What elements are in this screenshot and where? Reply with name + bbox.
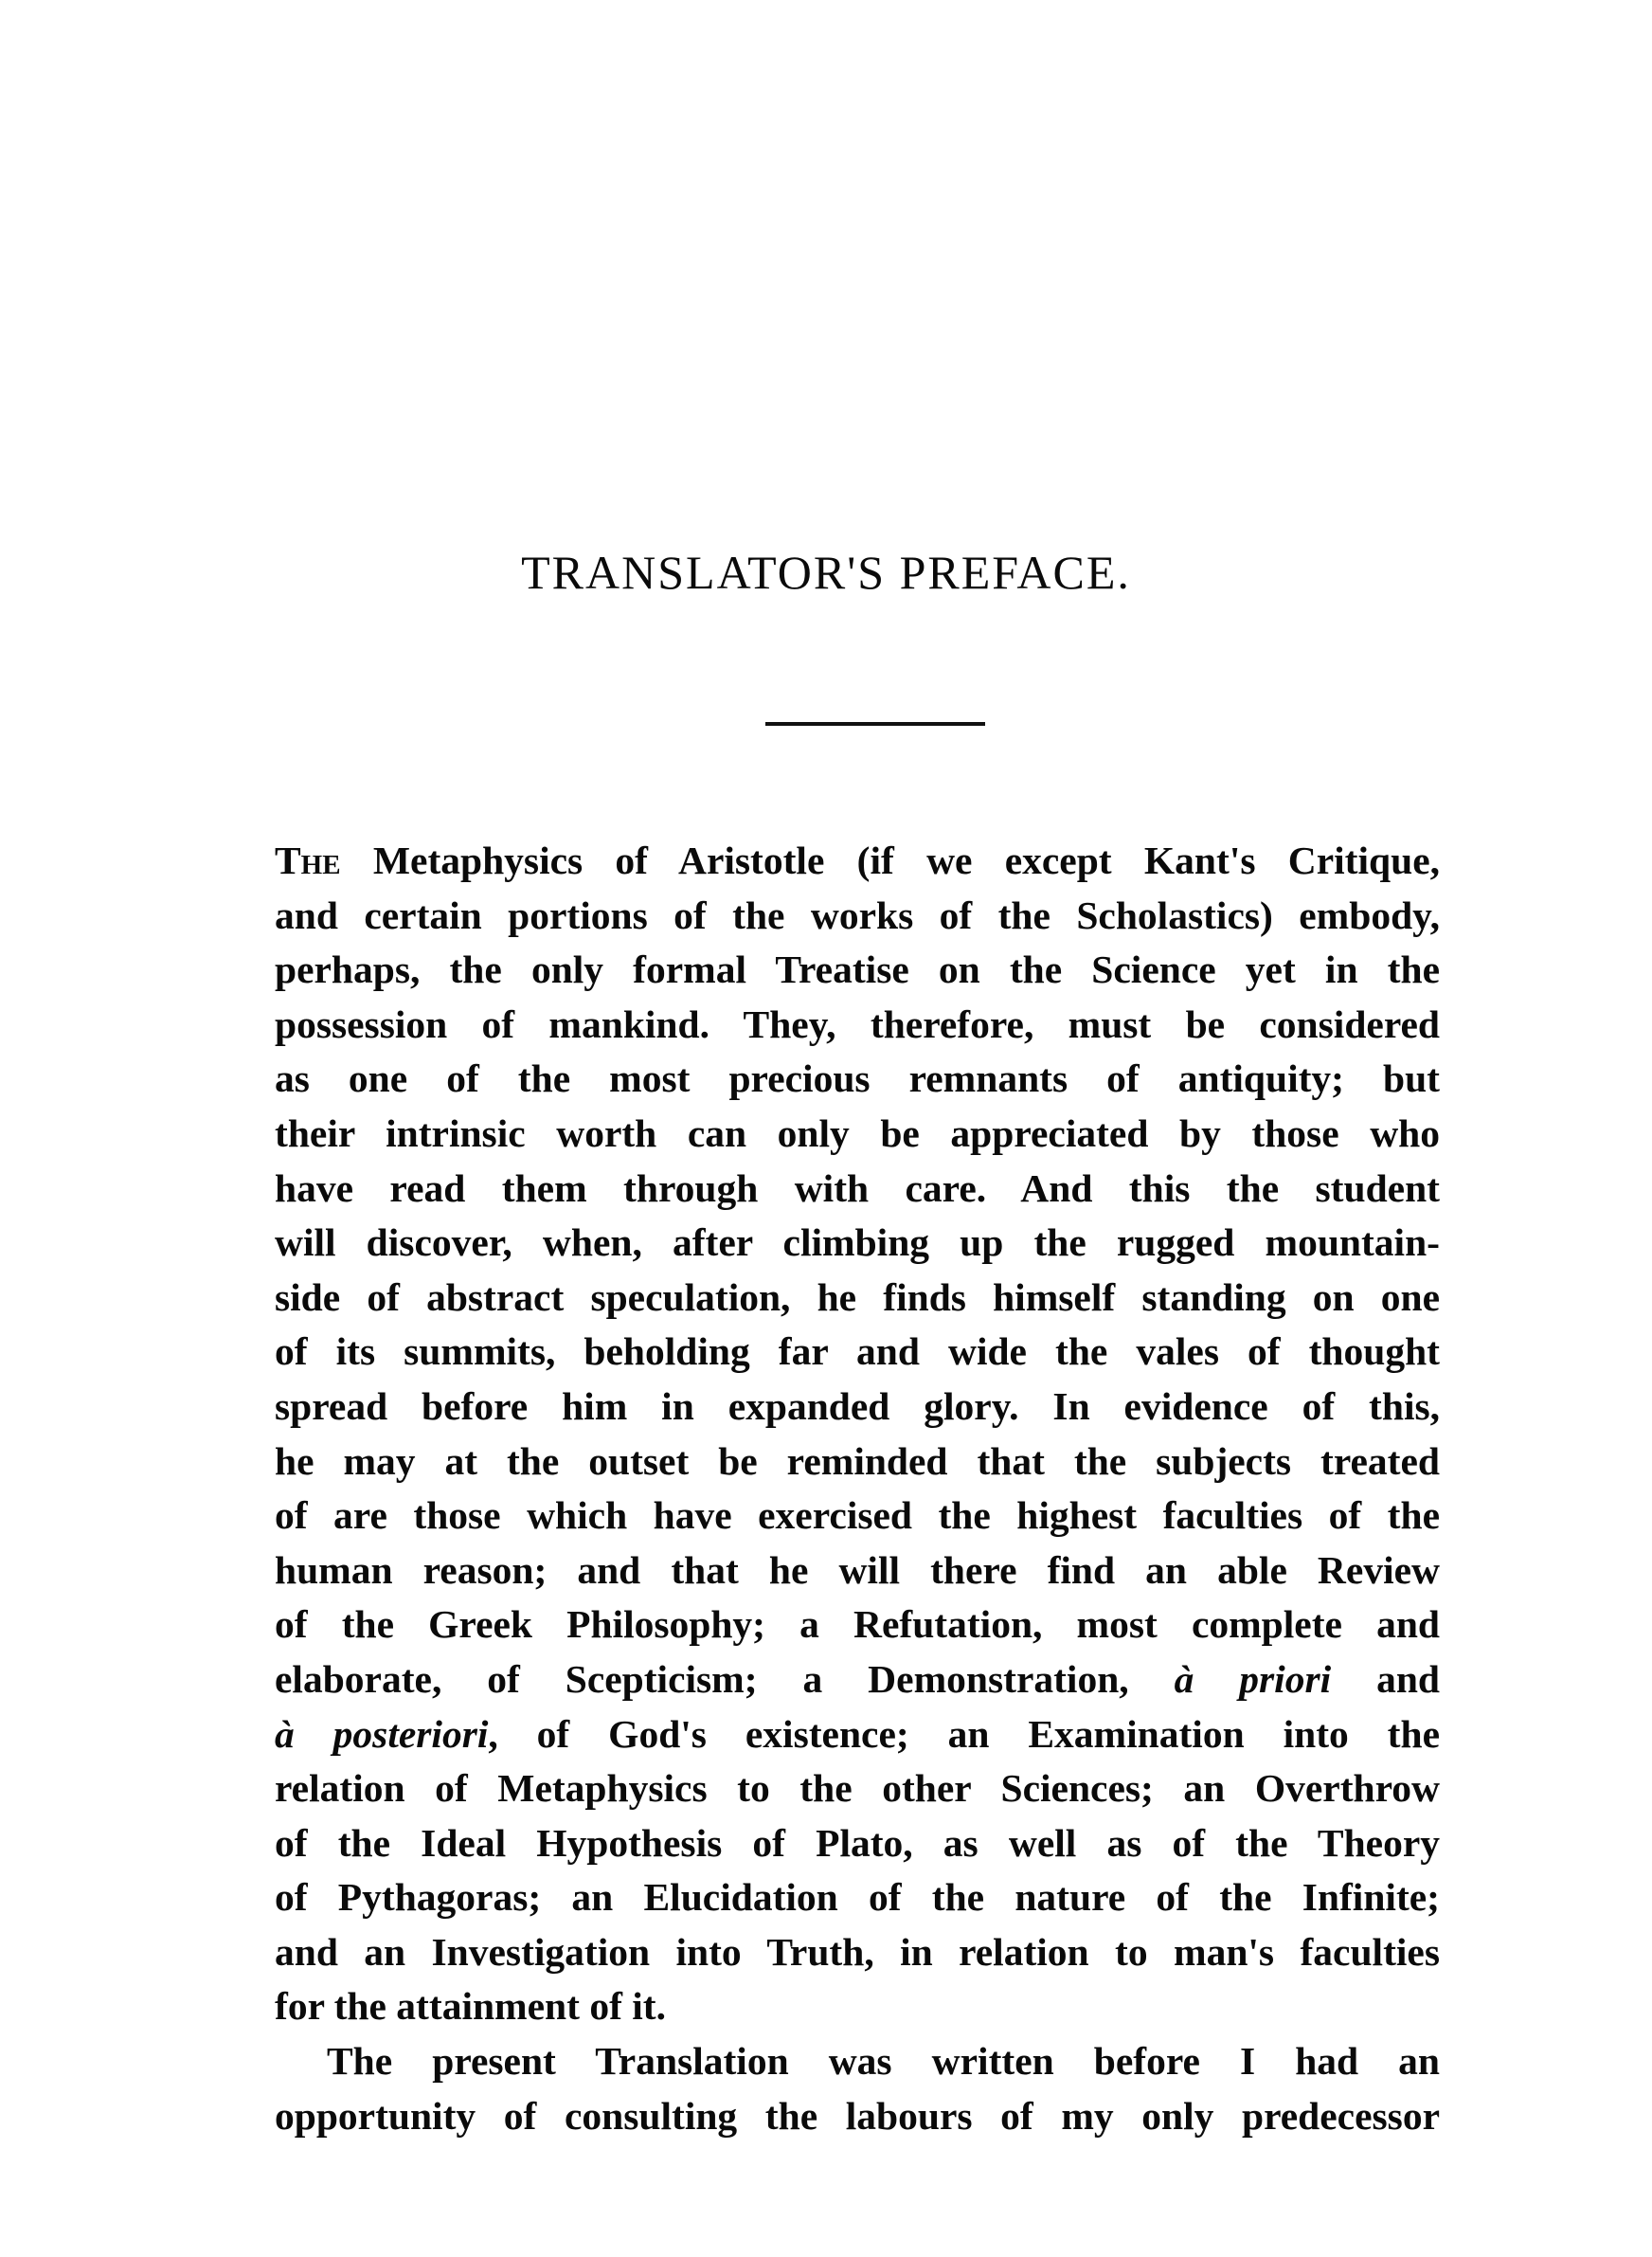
text-line: side of abstract speculation, he finds himself standing on one (275, 1274, 1440, 1319)
text-line: of are those which have exercised the highest faculties of the (275, 1493, 1440, 1538)
paragraph-1 (275, 834, 1440, 2034)
small-caps-lead: The (275, 839, 341, 882)
text-line: of the Greek Philosophy; a Refutation, most complete and (275, 1602, 1440, 1647)
text-line: he may at the outset be reminded that the subjects treated (275, 1438, 1440, 1483)
preface-body (275, 834, 1440, 2143)
text-line: relation of Metaphysics to the other Sciences; an Overthrow (275, 1766, 1440, 1811)
text-line: possession of mankind. They, therefore, must be considered (275, 1002, 1440, 1046)
italic-term: à priori (1174, 1656, 1332, 1701)
text-line: opportunity of consulting the labours of my only predecessor (275, 2093, 1440, 2138)
text-line: for the attainment of it. (275, 1984, 666, 2029)
text-line: The present Translation was written before I had an (327, 2039, 1440, 2084)
paragraph-2 (275, 2034, 1440, 2143)
text-line (275, 1707, 1440, 1762)
text-line: and an Investigation into Truth, in relation to man's faculties (275, 1929, 1440, 1974)
text-line: will discover, when, after climbing up the rugged mountain- (275, 1220, 1440, 1265)
line-text: and (1331, 1656, 1440, 1701)
line-text: elaborate, of Scepticism; a Demonstration, (275, 1656, 1175, 1701)
text-line: spread before him in expanded glory. In evidence of this, (275, 1383, 1440, 1428)
line-text: , of God's existence; an Examination into the (488, 1711, 1441, 1756)
line-text: Metaphysics of Aristotle (if we except Kant's Critique, (340, 839, 1440, 882)
text-line: human reason; and that he will there find an able Review (275, 1547, 1440, 1592)
page-title: TRANSLATOR'S PREFACE. (521, 546, 1131, 599)
text-line: as one of the most precious remnants of antiquity; but (275, 1056, 1440, 1101)
text-line: of Pythagoras; an Elucidation of the nature of the Infinite; (275, 1875, 1440, 1920)
text-line: and certain portions of the works of the Scholastics) embody, (275, 893, 1440, 937)
text-line: of the Ideal Hypothesis of Plato, as well as of the Theory (275, 1820, 1440, 1865)
text-line: of its summits, beholding far and wide the vales of thought (275, 1329, 1440, 1374)
text-line: their intrinsic worth can only be appreciated by those who (275, 1110, 1440, 1155)
text-line (275, 834, 1440, 889)
title-divider-rule (765, 722, 985, 726)
italic-term: à posteriori (275, 1711, 489, 1756)
text-line: perhaps, the only formal Treatise on the Science yet in the (275, 948, 1440, 992)
text-line (275, 1652, 1440, 1707)
text-line: have read them through with care. And this the student (275, 1165, 1440, 1210)
